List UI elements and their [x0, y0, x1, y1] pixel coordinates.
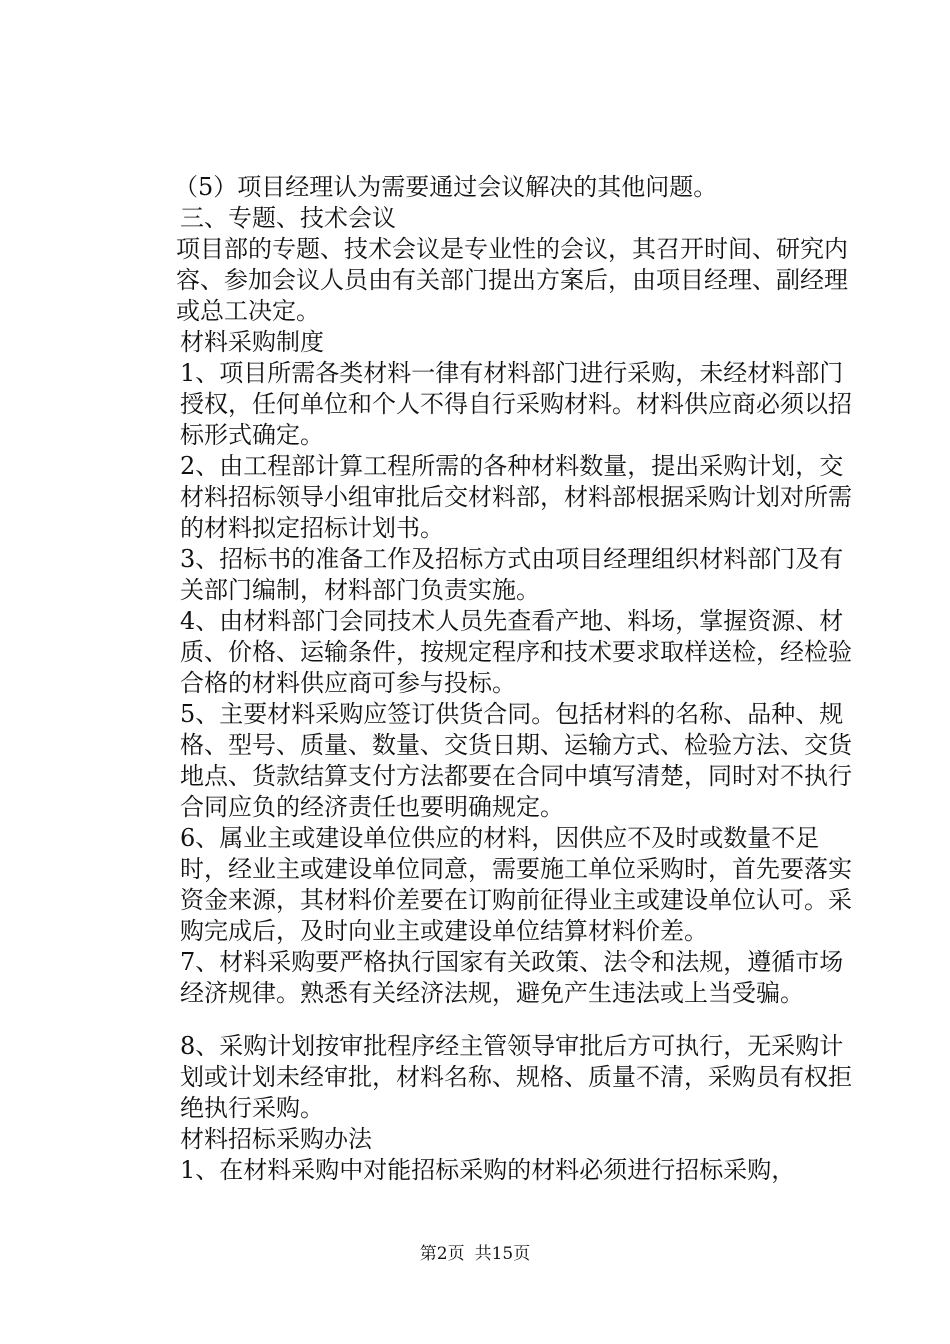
- section-heading: 材料采购制度: [180, 328, 324, 356]
- paragraph: 5、主要材料采购应签订供货合同。包括材料的名称、品种、规格、型号、质量、数量、交货日期、运输方式、检验方法、交货地点、货款结算支付方法都要在合同中填写清楚，同时对不执行合同应负的经济责任也要明确规定。: [180, 700, 852, 821]
- paragraph: 8、采购计划按审批程序经主管领导审批后方可执行，无采购计划或计划未经审批，材料名称、规格、质量不清，采购员有权拒绝执行采购。: [180, 1032, 852, 1122]
- page-number: 第2页: [419, 1244, 465, 1264]
- section-heading: 三、专题、技术会议: [180, 204, 396, 232]
- document-body: [128, 172, 858, 1186]
- total-pages: 共15页: [474, 1244, 531, 1264]
- paragraph: 2、由工程部计算工程所需的各种材料数量，提出采购计划，交材料招标领导小组审批后交材料部，材料部根据采购计划对所需的材料拟定招标计划书。: [180, 452, 852, 542]
- paragraph-gap: [128, 1009, 858, 1031]
- paragraph: 7、材料采购要严格执行国家有关政策、法令和法规，遵循市场经济规律。熟悉有关经济法规，避免产生违法或上当受骗。: [180, 948, 844, 1007]
- paragraph: （5）项目经理认为需要通过会议解决的其他问题。: [174, 173, 718, 201]
- paragraph: 1、项目所需各类材料一律有材料部门进行采购，未经材料部门授权，任何单位和个人不得自行采购材料。材料供应商必须以招标形式确定。: [180, 359, 852, 449]
- page-footer: [0, 1244, 950, 1264]
- section-heading: 材料招标采购办法: [180, 1125, 372, 1153]
- paragraph: 4、由材料部门会同技术人员先查看产地、料场，掌握资源、材质、价格、运输条件，按规定程序和技术要求取样送检，经检验合格的材料供应商可参与投标。: [180, 607, 852, 697]
- paragraph: 1、在材料采购中对能招标采购的材料必须进行招标采购，: [180, 1156, 796, 1184]
- paragraph: 3、招标书的准备工作及招标方式由项目经理组织材料部门及有关部门编制，材料部门负责实施。: [180, 545, 844, 604]
- paragraph: 项目部的专题、技术会议是专业性的会议，其召开时间、研究内容、参加会议人员由有关部门提出方案后，由项目经理、副经理或总工决定。: [176, 235, 848, 325]
- paragraph: 6、属业主或建设单位供应的材料，因供应不及时或数量不足时，经业主或建设单位同意，需要施工单位采购时，首先要落实资金来源，其材料价差要在订购前征得业主或建设单位认可。采购完成后，及时向业主或建设单位结算材料价差。: [180, 824, 852, 945]
